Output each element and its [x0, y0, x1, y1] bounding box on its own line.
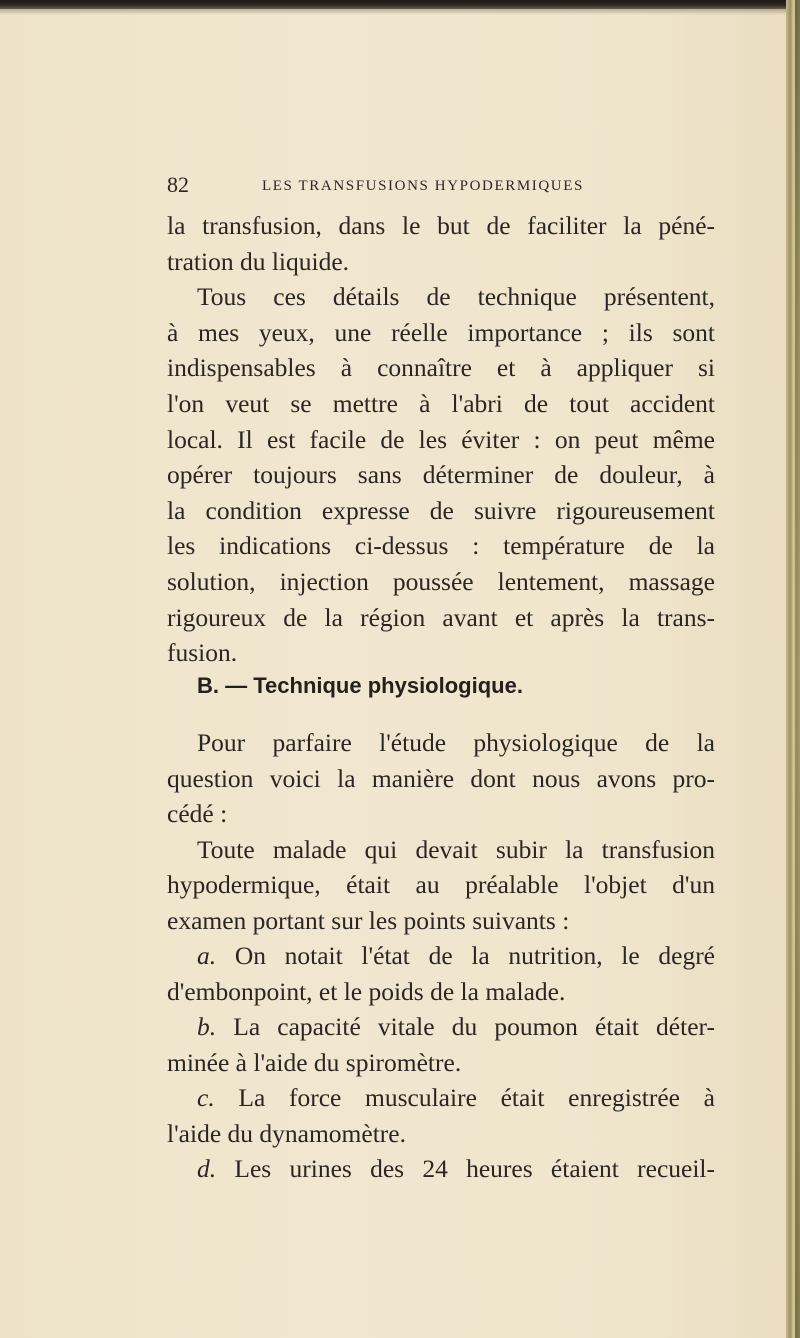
list-item	[167, 1151, 715, 1187]
section-heading: B. — Technique physiologique.	[197, 673, 523, 698]
list-item	[167, 938, 715, 974]
list-text: La force musculaire était enregistrée à	[238, 1083, 715, 1112]
text-line: Tous ces détails de technique présentent,	[197, 282, 715, 312]
text-line: la transfusion, dans le but de faciliter la péné-	[167, 211, 715, 240]
text-line: question voici la manière dont nous avons pro-	[167, 763, 715, 793]
text-line: examen portant sur les points suivants :	[167, 905, 570, 935]
list-item-continuation	[167, 1116, 715, 1152]
list-letter: c.	[197, 1083, 215, 1112]
list-letter: b.	[197, 1012, 217, 1041]
list-text: La capacité vitale du poumon était déter-	[233, 1012, 716, 1041]
list-letter: d.	[197, 1154, 217, 1183]
text-line: solution, injection poussée lentement, massage	[167, 566, 715, 596]
list-item-continuation	[167, 974, 715, 1010]
text-line: l'on veut se mettre à l'abri de tout accident	[167, 388, 715, 418]
page-right-edge-shadow	[795, 0, 800, 1338]
list-item	[167, 1009, 715, 1045]
running-title: LES TRANSFUSIONS HYPODERMIQUES	[262, 178, 584, 194]
list-letter: a.	[197, 941, 217, 970]
text-line: Toute malade qui devait subir la transfusion	[197, 834, 715, 864]
list-item-continuation	[167, 1045, 715, 1081]
text-line: tration du liquide.	[167, 246, 350, 276]
text-line: rigoureux de la région avant et après la trans-	[167, 602, 715, 632]
page-top-edge	[0, 0, 800, 9]
list-text: Les urines des 24 heures étaient recueil-	[234, 1154, 716, 1183]
text-line: la condition expresse de suivre rigoureusement	[167, 495, 715, 525]
list-text: d'embonpoint, et le poids de la malade.	[167, 976, 566, 1006]
text-line: fusion.	[167, 638, 238, 668]
page-number: 82	[167, 172, 189, 197]
page-top-shadow	[0, 9, 800, 15]
text-line: indispensables à connaître et à appliquer si	[167, 353, 715, 383]
list-text: minée à l'aide du spiromètre.	[167, 1047, 462, 1077]
text-line: cédé :	[167, 799, 228, 828]
text-line: local. Il est facile de les éviter : on peut même	[167, 424, 715, 454]
list-item	[167, 1080, 715, 1116]
list-text: l'aide du dynamomètre.	[167, 1118, 406, 1148]
text-line: les indications ci-dessus : température de la	[167, 531, 715, 561]
running-head	[167, 172, 747, 198]
text-line: opérer toujours sans déterminer de douleur, à	[167, 460, 715, 490]
list-text: On notait l'état de la nutrition, le degré	[234, 941, 715, 970]
text-line: hypodermique, était au préalable l'objet d'un	[167, 870, 715, 899]
text-line: à mes yeux, une réelle importance ; ils sont	[167, 317, 715, 347]
body-text-bottom	[167, 725, 715, 1187]
body-text-top	[167, 208, 715, 671]
text-line: Pour parfaire l'étude physiologique de la	[197, 728, 715, 757]
